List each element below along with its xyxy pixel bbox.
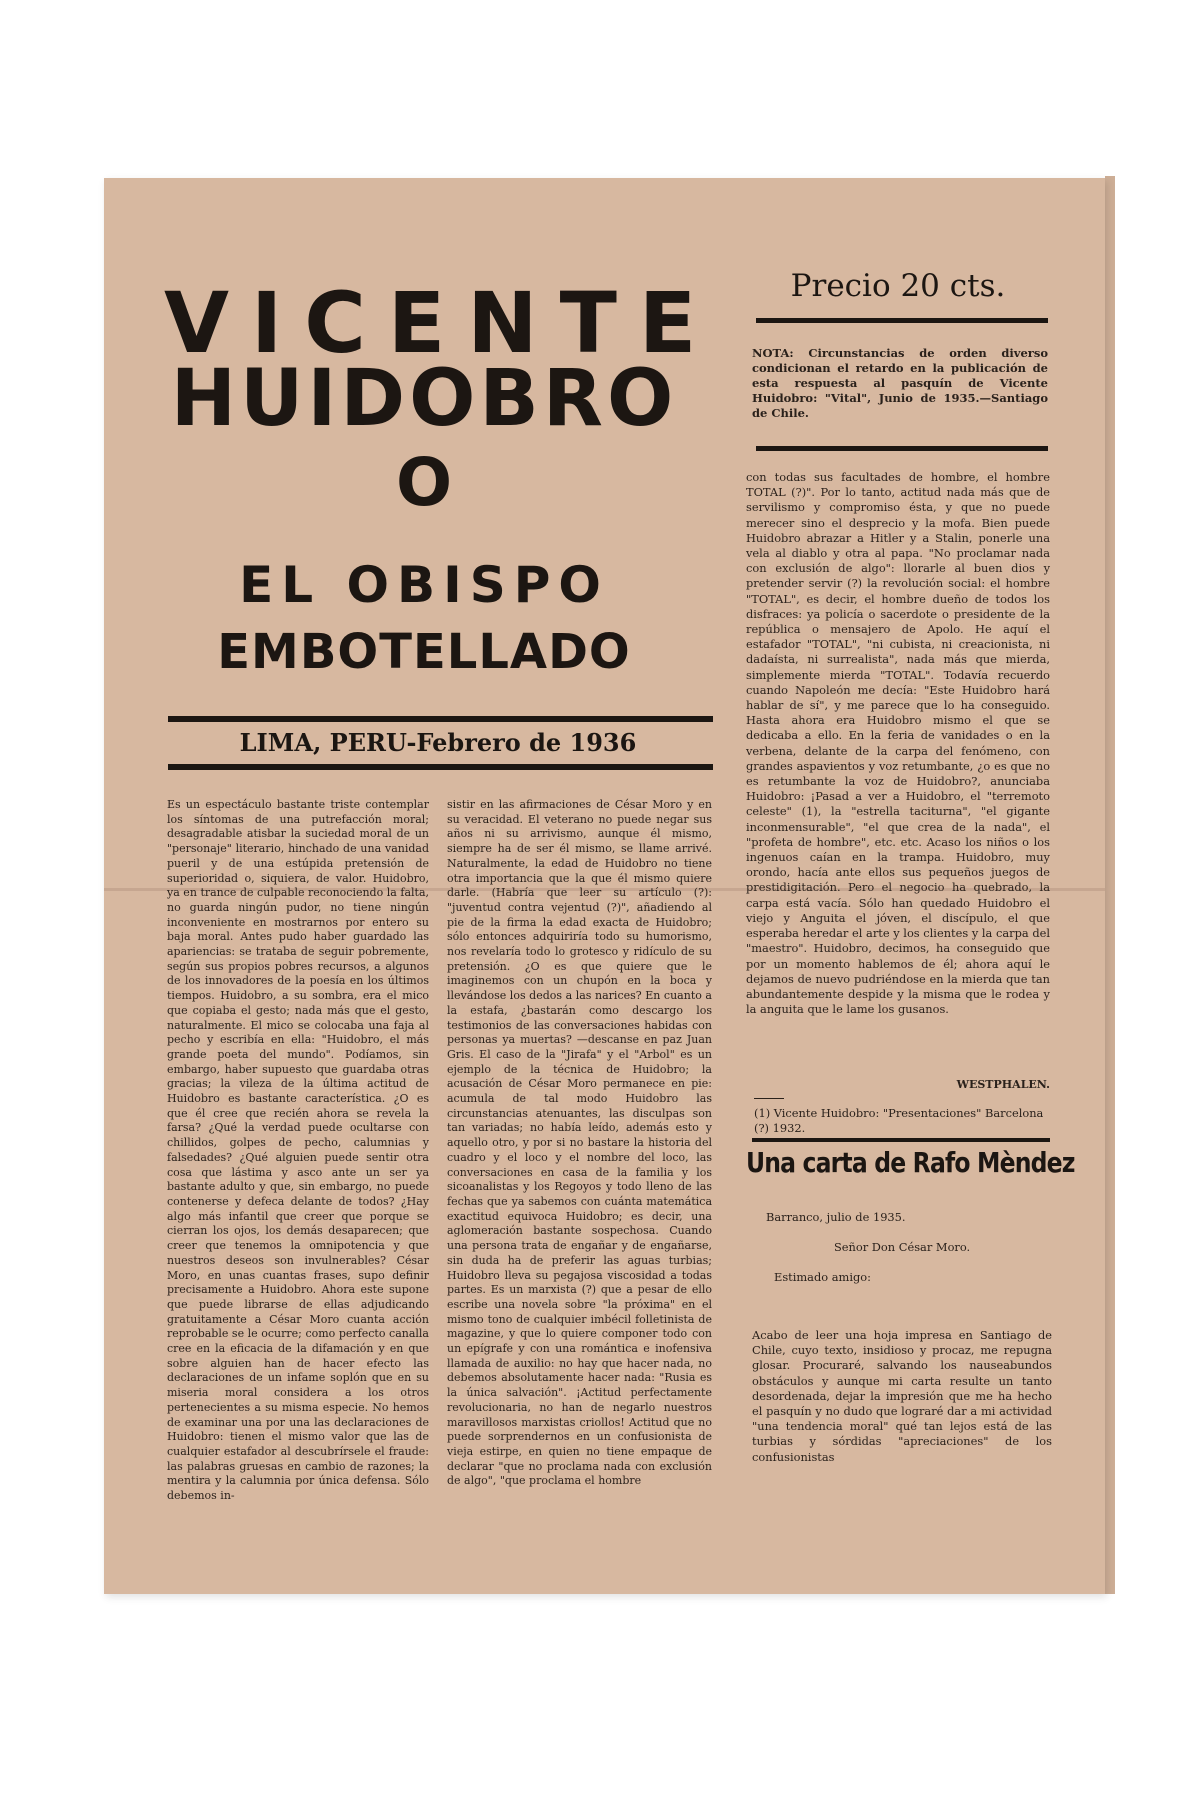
letter-rule (752, 1138, 1050, 1142)
letter-place-date: Barranco, julio de 1935. (766, 1210, 906, 1224)
article-column-1: Es un espectáculo bastante triste contemplar los síntomas de una putrefacción moral; desagradable atisbar la suciedad moral de un "personaje" literario, hinchado de una vanidad pueril y de una estúpida pretensión de superioridad o, siquiera, de valor. Huidobro, ya en trance de culpable reconociendo la falta, no guarda ningún pudor, no tiene ningún inconveniente en mostrarnos por entero su baja moral. Antes pudo haber guardado las apariencias: se trataba de seguir pobremente, según sus propios pobres recursos, a algunos de los innovadores de la poesía en los últimos tiempos. Huidobro, a su sombra, era el mico que copiaba el gesto; nada más que el gesto, naturalmente. El mico se colocaba una faja al pecho y escribía en ella: "Huidobro, el más grande poeta del mundo". Podíamos, sin embargo, haber supuesto que guardaba otras gracias; la vileza de la última actitud de Huidobro es bastante característica. ¿O es que él cree que recién ahora se revela la farsa? ¿Qué la verdad puede ocultarse con chillidos, golpes de pecho, calumnias y falsedades? ¿Qué alguien puede sentir otra cosa que lástima y asco ante un ser ya bastante adulto y que, sin embargo, no puede contenerse y defeca delante de todos? ¿Hay algo más infantil que creer que porque se cierran los ojos, los demás desaparecen; que creer que tenemos la omnipotencia y que nuestros deseos son invulnerables? César Moro, en unas cuantas frases, supo definir precisamente a Huidobro. Ahora este supone que puede librarse de ellas adjudicando gratuitamente a César Moro cuanta acción reprobable se le ocurre; como perfecto canalla cree en la eficacia de la difamación y en que sobre alguien han de hacer efecto las declaraciones de un infame soplón que en su miseria moral considera a los otros pertenecientes a su misma especie. No hemos de examinar una por una las declaraciones de Huidobro: tienen el mismo valor que las de cualquier estafador al descubrírsele el fraude: las palabras gruesas en cambio de razones; la mentira y la calumnia por única defensa. Sólo debemos in- (167, 798, 429, 1503)
dateline: LIMA, PERU-Febrero de 1936 (239, 728, 637, 757)
price-rule (756, 318, 1048, 323)
title-rule-bottom (168, 764, 713, 770)
title-line-5: EMBOTELLADO (217, 624, 631, 680)
footnote: (1) Vicente Huidobro: "Presentaciones" Barcelona (?) 1932. (754, 1106, 1044, 1135)
back-page-edge (1105, 176, 1115, 1594)
signature: WESTPHALEN. (956, 1078, 1050, 1091)
letter-recipient: Señor Don César Moro. (834, 1240, 971, 1254)
letter-headline: Una carta de Rafo Mèndez (746, 1146, 1075, 1179)
article-column-3: con todas sus facultades de hombre, el hombre TOTAL (?)". Por lo tanto, actitud nada más que de servilismo y compromiso ésta, y que no puede merecer sino el desprecio y la mofa. Bien puede Huidobro abrazar a Hitler y a Stalin, ponerle una vela al diablo y otra al papa. "No proclamar nada con exclusión de algo": llorarle al buen dios y pretender servir (?) la revolución social: el hombre "TOTAL", es decir, el hombre dueño de todos los disfraces: ya policía o sacerdote o presidente de la república o mensajero de Apolo. He aquí el estafador "TOTAL", "ni cubista, ni creacionista, ni dadaísta, ni surrealista", nada más que mierda, simplemente mierda "TOTAL". Todavía recuerdo cuando Napoleón me decía: "Este Huidobro hará hablar de sí", y me parece que lo ha conseguido. Hasta ahora era Huidobro mismo el que se dedicaba a ello. En la feria de vanidades o en la verbena, delante de la carpa del fenómeno, con grandes aspavientos y voz retumbante, ¿o es que no es retumbante la voz de Huidobro?, anunciaba Huidobro: ¡Pasad a ver a Huidobro, el "terremoto celeste" (1), la "estrella taciturna", "el gigante inconmensurable", "el que crea de la nada", el "profeta de hombre", etc. etc. Acaso los niños o los ingenuos caían en la trampa. Huidobro, muy orondo, hacía ante ellos sus pequeños juegos de prestidigitación. Pero el negocio ha quebrado, la carpa está vacía. Sólo han quedado Huidobro el viejo y Anguita el jóven, el discípulo, el que esperaba heredar el arte y los clientes y la carpa del "maestro". Huidobro, decimos, ha conseguido que por un momento hablemos de él; ahora aquí le dejamos de nuevo pudriéndose en la mierda que tan abundantemente despide y la misma que le rodea y la anguita que le lame los gusanos. (746, 470, 1050, 1017)
nota-rule (756, 446, 1048, 451)
newspaper-sheet (104, 178, 1105, 1594)
article-column-2: sistir en las afirmaciones de César Moro y en su veracidad. El veterano no puede negar sus años ni su arrivismo, aunque él mismo, siempre ha de ser él mismo, se llame arrivé. Naturalmente, la edad de Huidobro no tiene otra importancia que la que él mismo quiere darle. (Habría que leer su artículo (?): "juventud contra vejentud (?)", añadiendo al pie de la firma la edad exacta de Huidobro; sólo entonces adquiriría todo su humorismo, nos revelaría todo lo grotesco y ridículo de su pretensión. ¿O es que quiere que le imaginemos con un chupón en la boca y llevándose los dedos a las narices? En cuanto a la estafa, ¿bastarán como descargo los testimonios de las conversaciones habidas con personas ya muertas? —descanse en paz Juan Gris. El caso de la "Jirafa" y el "Arbol" es un ejemplo de la técnica de Huidobro; la acusación de César Moro permanece en pie: acumula de tal modo Huidobro las circunstancias atenuantes, las disculpas son tan variadas; no había leído, además esto y aquello otro, y por si no bastare la historia del cuadro y el loco y el nombre del loco, las conversaciones en casa de la familia y los sicoanalistas y los Regoyos y todo lleno de las fechas que ya sabemos con cuánta matemática exactitud equivoca Huidobro; es decir, una aglomeración bastante sospechosa. Cuando una persona trata de engañar y de engañarse, sin duda ha de preferir las aguas turbias; Huidobro lleva su pegajosa viscosidad a todas partes. Es un marxista (?) que a pesar de ello escribe una novela sobre "la próxima" en el mismo tono de cualquier imbécil folletinista de magazine, y que lo quiere componer todo con un epígrafe y con una romántica e inofensiva llamada de auxilio: no hay que hacer nada, no debemos absolutamente hacer nada: "Rusia es la única salvación". ¡Actitud perfectamente revolucionaria, no han de negarlo nuestros maravillosos marxistas criollos! Actitud que no puede sorprendernos en un confusionista de vieja estirpe, en quien no tiene empaque de declarar "que no proclama nada con exclusión de algo", "que proclama el hombre (447, 798, 712, 1488)
title-line-2: HUIDOBRO (170, 354, 678, 444)
title-line-1: VICENTE (164, 274, 719, 372)
title-rule-top (168, 716, 713, 722)
price: Precio 20 cts. (790, 268, 1006, 304)
footnote-rule (754, 1098, 784, 1099)
title-line-4: EL OBISPO (239, 556, 609, 614)
letter-body: Acabo de leer una hoja impresa en Santiago de Chile, cuyo texto, insidioso y procaz, me repugna glosar. Procuraré, salvando los nauseabundos obstáculos y aunque mi carta resulte un tanto desordenada, dejar la impresión que me ha hecho el pasquín y no dudo que lograré dar a mi actividad "una tendencia moral" qué tan lejos está de las turbias y sórdidas "apreciaciones" de los confusionistas (752, 1328, 1052, 1464)
title-line-3: O (395, 444, 453, 521)
letter-greeting: Estimado amigo: (774, 1270, 871, 1284)
nota-box: NOTA: Circunstancias de orden diverso condicionan el retardo en la publicación de esta respuesta al pasquín de Vicente Huidobro: "Vital", Junio de 1935.—Santiago de Chile. (752, 346, 1048, 420)
